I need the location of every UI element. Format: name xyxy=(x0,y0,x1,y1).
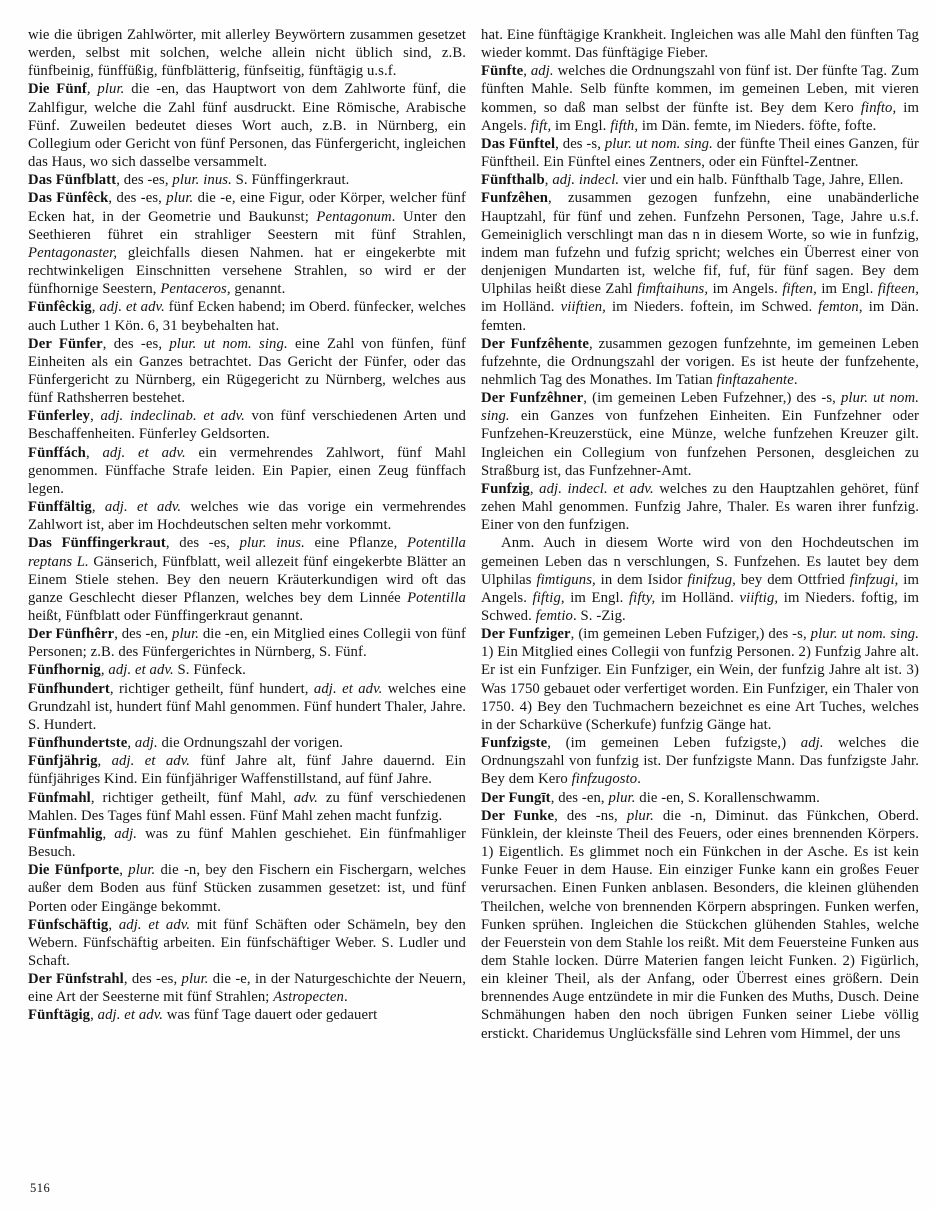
headword: Fünffältig xyxy=(28,499,92,516)
entry-text: adj. xyxy=(530,63,554,80)
dictionary-entry xyxy=(28,80,466,171)
dictionary-entry xyxy=(28,661,466,679)
dictionary-entry xyxy=(481,335,919,389)
entry-text: bey dem Ottfried xyxy=(735,571,850,588)
entry-text: , des -es, xyxy=(108,190,167,207)
entry-text: , (im gemeinen Leben fufzigste,) xyxy=(547,735,801,752)
headword: Die Fünfporte xyxy=(28,862,120,879)
dictionary-entry xyxy=(28,298,466,334)
entry-text: finfzugi, xyxy=(849,571,899,588)
entry-text: S. Fünfeck. xyxy=(173,662,246,679)
entry-text: , xyxy=(127,735,135,752)
entry-text: fifteen, xyxy=(877,281,919,298)
headword: Der Fünfhêrr xyxy=(28,626,115,643)
entry-text: plur. ut nom. sing. xyxy=(604,135,713,152)
entry-text: im Dän. femte, im Nieders. föfte, fofte. xyxy=(638,117,877,134)
entry-text: die -e, eine Figur, oder Körper, welcher fünf Ecken hat, in der Geometrie und Baukunst; xyxy=(28,190,466,225)
entry-text: die Ordnungszahl der vorigen. xyxy=(157,735,344,752)
entry-text: finftazahente xyxy=(716,371,794,388)
headword: Fünfjährig xyxy=(28,753,98,770)
headword: Fünftägig xyxy=(28,1007,91,1024)
entry-text: eine Pflanze, xyxy=(304,535,408,552)
headword: Fünfhundertste xyxy=(28,735,128,752)
dictionary-entry xyxy=(481,26,919,62)
entry-text: die -n, Diminut. das Fünkchen, Oberd. Fünklein, der kleinste Theil des Feuers, oder eines brennenden Körpers. 1) Eigentlich. Es glimmet noch ein Fünkchen in der Asche. Es ist kein Funke Feuer in dem Hause. Ein einziger Funke kann ein großes Feuer verursachen. Einen Funken anblasen. Besonders, die kleinen glühenden Theilchen, welche von brennenden Körpern abspringen. Funken werfen, Funken sprühen. Ingleichen die Stückchen glühenden Stahles, welche der Feuerstein von dem Stahle los reißt. Mit dem Feuersteine Funken aus dem Stahle locken. Dürre Materien fangen leicht Funken. 2) Figürlich, ein kleiner Theil, als der Anfang, oder Überrest eines größern. Dein brennendes Auge entzündete in mir die Funken des Muths, Dusch. Deine Schmähungen haben den noch übrigen Funken seiner Liebe völlig erstickt. Charidemus Unglücksfälle sind Lehren vom Himmel, der uns xyxy=(481,807,919,1042)
entry-text: fünf Jahre alt, fünf Jahre dauernd. Ein fünfjähriges Kind. Ein fünfjähriger Waffenstillstand, auf fünf Jahre. xyxy=(28,753,466,788)
dictionary-entry xyxy=(28,625,466,661)
dictionary-entry xyxy=(28,789,466,825)
right-column xyxy=(481,26,919,1171)
entry-text: Gänserich, Fünfblatt, weil allezeit fünf eingekerbte Blätter an Einem Stiele stehen. Bey den neuern Kräuterkundigen wird oft das ganze Geschlecht dieser Pflanzen, welches bey dem Linnée xyxy=(28,553,466,606)
entry-text: im Nieders. foftig, im Schwed. xyxy=(481,589,919,624)
entry-text: die -n, bey den Fischern ein Fischergarn, welches außer dem Boden aus fünf Stücken zusammen gesetzet: ist, und fünf Porten oder Eingänge bekommt. xyxy=(28,862,466,915)
entry-text: Anm. Auch in diesem Worte wird von den Hochdeutschen im gemeinen Leben das n verschlungen, S. Funfzehen. Es lautet bey dem Ulphilas xyxy=(481,535,919,588)
dictionary-entry xyxy=(28,970,466,1006)
entry-text: der fünfte Theil eines Ganzen, für Fünftheil. Ein Fünftel eines Zentners, oder ein Fünftel-Zentner. xyxy=(481,135,919,171)
entry-text: in dem Isidor xyxy=(595,571,688,588)
entry-text: . xyxy=(637,771,641,788)
entry-text: plur. ut nom. sing. xyxy=(169,335,288,352)
entry-text: Pentagonum xyxy=(316,208,392,225)
entry-text: im Engl. xyxy=(816,281,878,298)
entry-text: , xyxy=(523,63,531,80)
entry-text: zu fünf verschiedenen Mahlen. Des Tages fünf Mahl essen. Fünf Mahl zehen macht funfzig. xyxy=(28,789,466,824)
entry-text: , des -en, xyxy=(550,789,609,806)
entry-text: die -e, in der Naturgeschichte der Neuern, eine Art der Seesterne mit fünf Strahlen; xyxy=(28,971,466,1006)
entry-text: ein Ganzes von funfzehen Einheiten. Ein Funfzehner oder Funfzehen-Kreuzerstück, eine Münze, welche funfzehen Kreuzer gilt. Ingleichen ein Collegium von funfzehen Personen, desgleichen zu Straßburg ist, das Funfzehner-Amt. xyxy=(481,408,919,479)
entry-text: welches zu den Hauptzahlen gehöret, fünf zehen Mahl genommen. Funfzig Jahre, Thaler. Es waren ihrer funfzig. Einer von den funfzigen. xyxy=(481,480,919,534)
entry-text: plur. xyxy=(166,190,194,207)
dictionary-entry xyxy=(28,916,466,970)
entry-text: , des -es, xyxy=(116,172,173,189)
entry-text: S. Fünffingerkraut. xyxy=(231,172,350,189)
entry-text: , (im gemeinen Leben Fufziger,) des -s, xyxy=(570,626,811,643)
dictionary-entry xyxy=(481,135,919,171)
entry-text: adj. indecl. et adv. xyxy=(539,480,654,497)
headword: Fünfte xyxy=(481,63,524,80)
entry-text: adj. et adv. xyxy=(108,662,174,679)
entry-text: finifzug, xyxy=(687,571,736,588)
entry-text: . Unter den Seethieren führet ein strahliger Seestern mit fünf Strahlen, xyxy=(28,208,466,243)
entry-text: , xyxy=(544,172,553,189)
entry-text: , des -es, xyxy=(123,971,182,988)
headword: Fünfthalb xyxy=(481,172,545,189)
entry-text: ein vermehrendes Zahlwort, fünf Mahl genommen. Fünffache Strafe leiden. Ein Papier, einen Zeug fünffach legen. xyxy=(28,444,466,497)
dictionary-entry xyxy=(28,861,466,915)
headword: Fünferley xyxy=(28,408,91,425)
dictionary-entry xyxy=(481,171,919,189)
dictionary-entry xyxy=(28,407,466,443)
dictionary-entry xyxy=(481,62,919,135)
entry-text: fimftaihuns, xyxy=(637,281,709,298)
entry-text: Potentilla xyxy=(407,589,466,606)
entry-text: im Nieders. foftein, im Schwed. xyxy=(605,299,819,316)
dictionary-entry xyxy=(28,444,466,498)
entry-text: , xyxy=(97,753,112,770)
entry-text: , des -s, xyxy=(555,135,605,152)
headword: Fünffách xyxy=(28,444,86,461)
headword: Funfzig xyxy=(481,480,530,497)
entry-text: wie die übrigen Zahlwörter, mit allerley Beywörtern zusammen gesetzet werden, selbst mit solchen, welche allein nicht üblich sind, z.B. fünfbeinig, fünffüßig, fünfblätterig, fünfseitig, fünftägig u.s.f. xyxy=(28,27,466,80)
headword: Der Fünfstrahl xyxy=(28,971,124,988)
dictionary-entry xyxy=(28,825,466,861)
dictionary-entry xyxy=(481,734,919,788)
entry-text: gleichfalls diesen Nahmen. hat er eingekerbte mit rechtwinkeligen Einschnitten versehene Strahlen, so wird er der fünfhornige Seestern, xyxy=(28,244,466,298)
dictionary-entry xyxy=(28,171,466,189)
entry-text: adj. xyxy=(800,735,824,752)
headword: Das Fünfblatt xyxy=(28,172,117,189)
entry-text: im Holländ. xyxy=(655,589,740,606)
entry-text: plur. inus. xyxy=(239,535,305,552)
entry-text: adj. et adv. xyxy=(99,299,165,316)
entry-text: im Angels. xyxy=(708,281,783,298)
dictionary-entry xyxy=(481,389,919,480)
entry-text: , (im gemeinen Leben Fufzehner,) des -s, xyxy=(583,390,841,407)
entry-text: femton, xyxy=(818,299,863,316)
entry-text: welches die Ordnungszahl von fünf ist. Der fünfte Tag. Zum fünften Mahle. Selb fünfte kommen, im gemeinen Leben, mit vieren kommen, so daß man selbst der fünfte ist. Bey dem Kero xyxy=(481,63,919,116)
dictionary-entry xyxy=(28,26,466,80)
headword: Fünfmahlig xyxy=(28,825,103,842)
entry-text: femtio xyxy=(535,608,573,624)
entry-text: 1) Ein Mitglied eines Collegii von funfzig Personen. 2) Funfzig Jahre alt. Er ist ein Funfziger. Ein Funfziger, ein Wein, der funfzig Jahre alt ist. 3) Was 1750 gebauet oder verfertiget worden. Ein Funfziger, ein Thaler von 1750. 4) Bey den Tuchmachern bezeichnet es eine Art Tuches, welches in der Scharküve (Scherkufe) funfzig Gänge hat. xyxy=(481,644,919,733)
entry-text: fimtiguns, xyxy=(536,571,596,588)
entry-text: , xyxy=(90,408,101,425)
entry-text: fifty, xyxy=(628,589,656,606)
entry-text: adj. et adv. xyxy=(102,444,186,461)
dictionary-entry xyxy=(481,480,919,534)
entry-text: adj. et adv. xyxy=(118,916,191,933)
dictionary-entry xyxy=(481,807,919,1043)
entry-text: , xyxy=(85,444,103,461)
entry-text: fiftig, xyxy=(532,589,565,606)
entry-text: vier und ein halb. Fünfthalb Tage, Jahre, Ellen. xyxy=(619,172,904,189)
entry-text: finfzugosto xyxy=(571,771,638,788)
dictionary-entry xyxy=(28,335,466,408)
dictionary-entry xyxy=(28,498,466,534)
entry-text: adj. xyxy=(114,825,138,842)
entry-text: plur. xyxy=(128,862,156,879)
entry-text: , zusammen gezogen funfzehnte, im gemeinen Leben fufzehnte, die Ordnungszahl der vorigen. Es ist heute der funfzehente, nehmlich Tag des Monathes. Im Tatian xyxy=(481,335,919,388)
entry-text: . xyxy=(793,371,798,388)
entry-text: Pentagonaster, xyxy=(28,244,118,261)
entry-text: adj. indeclinab. et adv. xyxy=(100,408,245,425)
entry-text: fifth, xyxy=(610,117,639,134)
entry-text: Astropecten xyxy=(273,989,344,1006)
entry-text: viiftien, xyxy=(560,299,606,316)
entry-text: viiftig, xyxy=(739,589,779,606)
dictionary-entry xyxy=(481,534,919,625)
headword: Der Funke xyxy=(481,807,555,824)
headword: Der Funfziger xyxy=(481,626,571,643)
entry-text: plur. inus. xyxy=(172,172,232,189)
entry-text: heißt, Fünfblatt oder Fünffingerkraut genannt. xyxy=(28,608,304,624)
headword: Fünfêckig xyxy=(28,299,92,316)
entry-text: eine Zahl von fünfen, fünf Einheiten als ein Ganzes betrachtet. Das Gericht der Fünfer, oder das Fünfergericht zu Nürnberg, ein Rügegericht zu Nürnberg, welches aus fünf Rathsherren bestehet. xyxy=(28,335,466,407)
entry-text: die -en, das Hauptwort von dem Zahlworte fünf, die Zahlfigur, welche die Zahl fünf ausdruckt. Eine Römische, Arabische Fünf. Zuweilen bedeutet dieses Wort auch, z.B. in Nürnberg, ein Collegium oder Gericht von fünf Personen, das Fünfergericht, ingleichen das Haus, wo sich dasselbe versammelt. xyxy=(28,81,466,171)
entry-text: Pentaceros, xyxy=(160,281,231,298)
headword: Funfzêhen xyxy=(481,190,548,207)
entry-text: , xyxy=(108,916,119,933)
entry-text: im Engl. xyxy=(551,117,611,134)
entry-text: finfto, xyxy=(860,99,897,116)
entry-text: , xyxy=(102,825,115,842)
entry-text: adj. xyxy=(134,735,158,752)
headword: Fünfhornig xyxy=(28,662,101,679)
entry-text: hat. Eine fünftägige Krankheit. Ingleichen was alle Mahl den fünften Tag wieder kommt. Das fünftägige Fieber. xyxy=(481,27,919,62)
entry-text: , des -es, xyxy=(165,535,240,552)
entry-text: mit fünf Schäften oder Schämeln, bey den Webern. Fünfschäftig arbeiten. Ein fünfschäftiger Weber. S. Ludler und Schaft. xyxy=(28,916,466,969)
entry-text: welches eine Grundzahl ist, hundert fünf Mahl genommen. Fünf hundert Thaler, Jahre. S. Hundert. xyxy=(28,680,466,733)
entry-text: . S. -Zig. xyxy=(572,608,626,624)
left-column xyxy=(28,26,466,1171)
entry-text: , richtiger getheilt, fünf Mahl, xyxy=(90,789,294,806)
dictionary-entry xyxy=(28,534,466,625)
headword: Der Fungīt xyxy=(481,789,551,806)
entry-text: von fünf verschiedenen Arten und Beschaffenheiten. Fünferley Geldsorten. xyxy=(28,408,466,443)
entry-text: adj. et adv. xyxy=(97,1007,164,1024)
entry-text: plur. ut nom. sing. xyxy=(481,390,919,425)
headword: Fünfhundert xyxy=(28,680,110,697)
entry-text: adj. indecl. xyxy=(552,172,620,189)
entry-text: , xyxy=(90,1007,98,1024)
entry-text: welches wie das vorige ein vermehrendes Zahlwort ist, aber im Hochdeutschen selten mehr vorkommt. xyxy=(28,499,466,534)
entry-text: , xyxy=(91,299,100,316)
entry-text: plur. xyxy=(608,789,636,806)
headword: Der Funfzêhner xyxy=(481,390,584,407)
entry-text: , des -en, xyxy=(114,626,173,643)
dictionary-entry xyxy=(28,752,466,788)
entry-text: . xyxy=(343,989,348,1006)
entry-text: fift, xyxy=(530,117,552,134)
entry-text: adj. et adv. xyxy=(111,753,191,770)
entry-text: , richtiger getheilt, fünf hundert, xyxy=(109,680,314,697)
entry-text: , des -ns, xyxy=(554,807,627,824)
entry-text: plur. xyxy=(181,971,209,988)
entry-text: adj. et adv. xyxy=(313,680,383,697)
entry-text: Potentilla reptans L. xyxy=(28,535,466,570)
entry-text: die -en, ein Mitglied eines Collegii von fünf Personen; z.B. des Fünfergerichtes in Nürnberg, S. Fünf. xyxy=(28,626,466,661)
entry-text: plur. ut nom. sing. xyxy=(810,626,919,643)
dictionary-entry xyxy=(481,625,919,734)
entry-text: was zu fünf Mahlen geschiehet. Ein fünfmahliger Besuch. xyxy=(28,825,466,861)
entry-text: plur. xyxy=(97,81,125,98)
entry-text: , xyxy=(91,499,105,516)
headword: Das Fünfêck xyxy=(28,190,109,207)
entry-text: im Holländ. xyxy=(481,299,561,316)
dictionary-entry xyxy=(28,1006,466,1024)
entry-text: plur. xyxy=(626,807,654,824)
entry-text: adj. et adv. xyxy=(104,499,182,516)
entry-text: im Angels. xyxy=(481,571,919,606)
entry-text: im Dän. femten. xyxy=(481,299,919,334)
headword: Das Fünftel xyxy=(481,135,556,152)
entry-text: was fünf Tage dauert oder gedauert xyxy=(163,1007,378,1024)
page-number: 516 xyxy=(30,1181,51,1195)
headword: Funfzigste xyxy=(481,735,548,752)
dictionary-entry xyxy=(28,734,466,752)
entry-text: plur. xyxy=(172,626,200,643)
entry-text: , xyxy=(86,81,98,98)
dictionary-entry xyxy=(28,680,466,734)
entry-text: , xyxy=(119,862,129,879)
headword: Die Fünf xyxy=(28,81,87,98)
entry-text: im Engl. xyxy=(564,589,629,606)
entry-text: fünf Ecken habend; im Oberd. fünfecker, welches auch Luther 1 Kön. 6, 31 beybehalten hat. xyxy=(28,299,466,334)
entry-text: , des -es, xyxy=(102,335,170,352)
entry-text: , xyxy=(529,480,540,497)
entry-text: im Angels. xyxy=(481,99,919,134)
entry-text: fiften, xyxy=(782,281,817,298)
entry-text: , zusammen gezogen funfzehn, eine unabänderliche Hauptzahl, für fünf und zehen. Funfzehn Personen, Tage, Jahre u.s.f. Gemeiniglich verschlingt man das n in diesem Worte, so wie in funfzig, indem man fufzehn und fufzig spricht; welches ein Überrest einer von denjenigen Mundarten ist, welche fif, fuf, für fünf sagen. Bey dem Ulphilas heißt diese Zahl xyxy=(481,190,919,298)
dictionary-entry xyxy=(28,189,466,298)
headword: Das Fünffingerkraut xyxy=(28,535,166,552)
dictionary-entry xyxy=(481,789,919,807)
headword: Der Fünfer xyxy=(28,335,103,352)
entry-text: adv. xyxy=(293,789,318,806)
headword: Fünfschäftig xyxy=(28,916,109,933)
headword: Fünfmahl xyxy=(28,789,91,806)
entry-text: genannt. xyxy=(230,281,286,298)
dictionary-entry xyxy=(481,189,919,334)
entry-text: die -en, S. Korallenschwamm. xyxy=(635,789,820,806)
entry-text: , xyxy=(100,662,109,679)
entry-text: welches die Ordnungszahl von funfzig ist. Der funfzigste Mann. Das funfzigste Jahr. Bey dem Kero xyxy=(481,735,919,788)
headword: Der Funfzêhente xyxy=(481,335,590,352)
